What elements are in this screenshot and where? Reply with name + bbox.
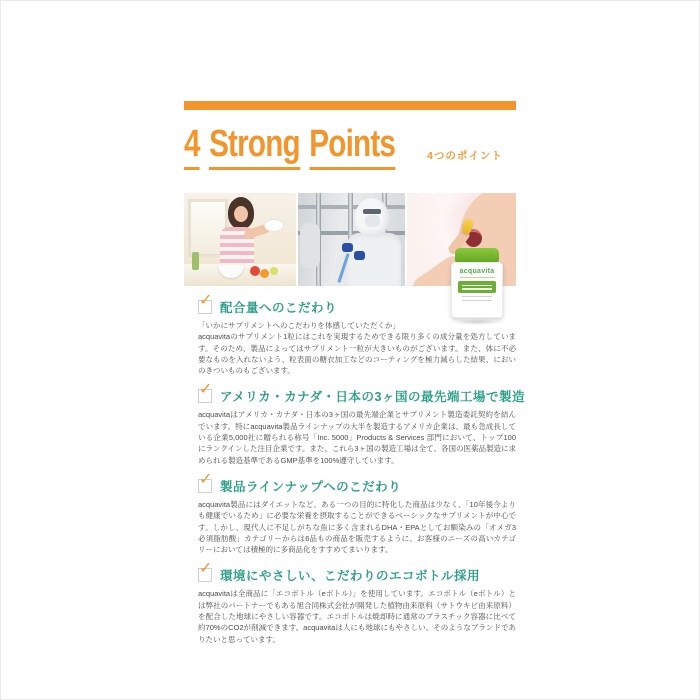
- title-word-3: Points: [309, 125, 395, 170]
- point-section-3: [198, 470, 516, 555]
- checkbox-icon: [198, 560, 213, 582]
- worker-goggles: [363, 209, 381, 214]
- green-bottle: [192, 252, 199, 270]
- bottle-cap: [455, 248, 499, 262]
- brand-logo: acquavita: [459, 268, 495, 275]
- point-section-4: [198, 560, 516, 644]
- check-icon: ✓: [199, 560, 213, 578]
- label-green-panel: [458, 281, 496, 293]
- points-list: [184, 292, 525, 645]
- title-row: [184, 125, 516, 171]
- section-heading-row: [198, 470, 516, 495]
- section-heading: 製品ラインナップへのこだわり: [220, 479, 402, 494]
- page-title: [184, 125, 405, 170]
- section-heading: アメリカ・カナダ・日本の3ヶ国の最先端工場で製造: [220, 390, 525, 405]
- checkbox-icon: [198, 381, 213, 403]
- section-heading: 環境にやさしい、こだわりのエコボトル採用: [220, 569, 481, 584]
- section-body: acquavita製品にはダイエットなど、ある一つの目的に特化した商品は少なく、「10年後今よりも健康でいるため」に必要な栄養を摂取することができるベーシックなサプリメントが中心です。しかし、現代人に不足しがちな魚に多く含まれるDHA・EPAとしてお馴染みの「オメガ3必須脂肪酸」カテゴリーからは6品もの商品を販売するように、お客様のニーズの高いカテゴリーにおいては積極的に多商品化をすすめてまいります。: [198, 499, 516, 555]
- bottle-label: [451, 262, 503, 318]
- checkbox-icon: [198, 470, 213, 493]
- plate: [264, 219, 284, 232]
- title-word-1: 4: [184, 125, 200, 170]
- fruit: [270, 267, 278, 275]
- point-section-2: [198, 381, 525, 465]
- blue-glove: [342, 243, 353, 252]
- check-icon: ✓: [199, 381, 213, 399]
- label-fine-print: [462, 300, 492, 301]
- section-heading: 配合量へのこだわり: [220, 301, 338, 315]
- section-body: acquavitaは全商品に「エコボトル（eボトル）」を使用しています。エコボトル（eボトル）とは弊社のパートナーでもある旭合同株式会社が開発した植物由来原料（サトウキビ由来原料）を配合した地球にやさしい容器です。エコボトルは焼却時に通常のプラスチック容器に比べて約70%のCO2が削減できます。acquavitaは人にも地球にもやさしい、そのようなブランドでありたいと思っています。: [198, 589, 516, 644]
- checkbox-icon: [198, 292, 213, 314]
- page-subtitle: 4つのポイント: [427, 150, 503, 162]
- section-heading-row: [198, 381, 525, 405]
- woman-face: [234, 206, 248, 222]
- worker-background: [300, 223, 320, 268]
- worker-mask: [365, 215, 380, 227]
- fruit: [260, 269, 269, 278]
- section-body: acquavitaのサプリメント1粒にはこれを実現するためできる限り多くの成分量を処方しています。そのため、製品によってはサプリメント一粒が大きいものがございます。また、体に不必要なものを入れないよう、粒表面の糖衣加工などのコーティングを極力減らした結果、においのきついものもございます。: [198, 332, 516, 376]
- section-heading-row: [198, 560, 516, 584]
- blue-glove: [354, 251, 365, 260]
- content-column: [184, 101, 525, 656]
- photo-factory-cleanroom: [298, 193, 405, 286]
- bottle-shadow: [453, 319, 501, 325]
- photo-woman-cooking: [184, 193, 296, 286]
- label-divider: [460, 277, 495, 278]
- top-accent-bar: [184, 101, 516, 110]
- section-body: acquavitaはアメリカ・カナダ・日本の3ヶ国の最先端企業とサプリメント製造委託契約を結んでいます。特にacquavita製品ラインナップの大半を製造するアメリカ企業は、最も急成長している企業5,000社に贈られる称号「Inc. 5000」Products & Services 部門において、トップ100にランクインした注目企業です。また、これら3ヶ国の製造工場は全て、各国の医薬品製造に求められる製造基準であるGMP基準を100%遵守しています。: [198, 410, 516, 465]
- check-icon: ✓: [199, 292, 213, 309]
- section-intro: 「いかにサプリメントへのこだわりを体感していただくか」: [198, 321, 401, 330]
- fruit: [250, 266, 260, 276]
- check-icon: ✓: [199, 470, 213, 488]
- product-bottle: [450, 248, 504, 325]
- label-fine-print: [462, 296, 492, 297]
- title-word-2: Strong: [209, 125, 300, 170]
